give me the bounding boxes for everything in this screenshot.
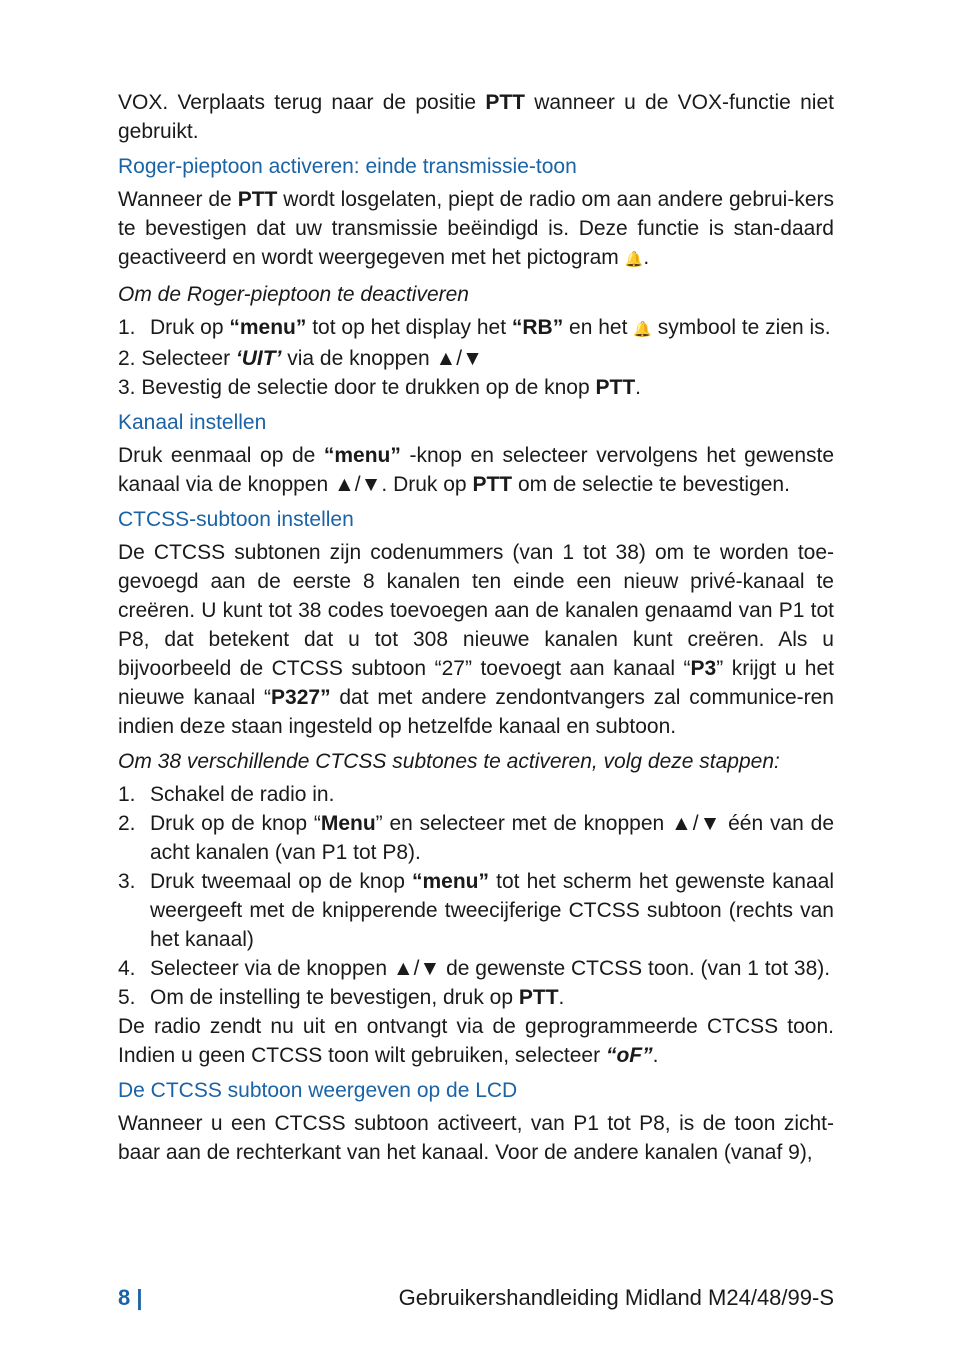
list-text <box>150 983 834 1012</box>
roger-paragraph <box>118 185 834 274</box>
text: Druk op de knop “ <box>150 812 321 835</box>
ctcss-subheading: Om 38 verschillende CTCSS subtones te activeren, volg deze stappen: <box>118 750 780 773</box>
bold-text: P327” <box>271 686 331 709</box>
section-heading-ctcss: CTCSS-subtoon instellen <box>118 508 354 531</box>
section-heading-kanaal: Kanaal instellen <box>118 411 267 434</box>
list-number: 1. <box>118 783 136 806</box>
bold-text: PTT <box>518 986 559 1009</box>
text: ” krijgt u het nieuwe kanaal “ <box>118 657 834 709</box>
intro-paragraph <box>118 88 834 146</box>
list-item <box>118 344 834 373</box>
text: De CTCSS subtonen zijn codenummers (van 1 tot 38) om te worden toe-gevoegd aan de eerste 8 kanalen ten einde een nieuw privé-kanaal te creëren. U kunt tot 38 codes toevoegen aan de kanalen genaamd van P1 tot P8, dat betekent dat u tot 308 nieuwe kanalen kunt creëren. Als u bijvoorbeeld de CTCSS subtoon “27” toevoegt aan kanaal “ <box>118 541 834 680</box>
list-item <box>118 809 834 867</box>
list-number: 3. <box>118 870 136 893</box>
text: Om de instelling te bevestigen, druk op <box>150 986 519 1009</box>
bold-text: “RB” <box>511 316 564 339</box>
bold-text: PTT <box>237 188 278 211</box>
text: De radio zendt nu uit en ontvangt via de geprogrammeerde CTCSS toon. Indien u geen CTCSS toon wilt gebruiken, selecteer <box>118 1015 834 1067</box>
bold-text: P3 <box>690 657 717 680</box>
text: . <box>558 986 565 1009</box>
bold-text: “menu” <box>229 316 307 339</box>
text: tot op het display het <box>306 316 512 339</box>
bell-icon: 🔔 <box>624 251 644 268</box>
list-text: Selecteer via de knoppen ▲/▼ de gewenste CTCSS toon. (van 1 tot 38). <box>150 957 831 980</box>
list-text <box>150 867 834 954</box>
list-number: 4. <box>118 957 136 980</box>
bold-text: PTT <box>595 376 636 399</box>
text: Wanneer de <box>118 188 238 211</box>
text: dat met andere zendontvangers zal communice-ren indien deze staan ingesteld op hetzelfde kanaal en subtoon. <box>118 686 834 738</box>
list-number: 5. <box>118 986 136 1009</box>
section-heading-lcd: De CTCSS subtoon weergeven op de LCD <box>118 1079 518 1102</box>
text: Druk tweemaal op de knop <box>150 870 412 893</box>
list-text: Schakel de radio in. <box>150 783 335 806</box>
page-number: 8 | <box>118 1285 143 1310</box>
text: . <box>635 376 641 399</box>
page-footer <box>118 1283 834 1313</box>
list-number: 1. <box>118 316 136 339</box>
bold-italic-text: ‘UIT’ <box>235 347 282 370</box>
roger-subheading: Om de Roger-pieptoon te deactiveren <box>118 283 469 306</box>
section-heading-roger: Roger-pieptoon activeren: einde transmissie-toon <box>118 155 577 178</box>
text: via de knoppen ▲/▼ <box>281 347 483 370</box>
list-item <box>118 780 834 809</box>
text: 2. Selecteer <box>118 347 236 370</box>
bold-text: “menu” <box>323 444 401 467</box>
list-item <box>118 983 834 1012</box>
text: wordt losgelaten, piept de radio om aan andere gebrui-kers te bevestigen dat uw transmissie beëindigd is. Deze functie is stan-daard geactiveerd en wordt weergegeven met het pictogram <box>118 188 835 269</box>
text: -knop en selecteer vervolgens het gewenste kanaal via de knoppen ▲/▼. Druk op <box>118 444 835 496</box>
list-item <box>118 313 834 344</box>
text: symbool te zien is. <box>651 316 831 339</box>
text: ” en selecteer met de knoppen ▲/▼ één van de acht kanalen (van P1 tot P8). <box>150 812 834 864</box>
text: wanneer u de VOX-functie niet gebruikt. <box>118 91 834 143</box>
list-item <box>118 954 834 983</box>
list-text <box>150 313 834 344</box>
text: . <box>652 1044 659 1067</box>
bell-icon: 🔔 <box>633 321 652 338</box>
text: en het <box>563 316 634 339</box>
kanaal-paragraph <box>118 441 834 499</box>
text: VOX. Verplaats terug naar de positie <box>118 91 486 114</box>
text: . <box>643 246 650 269</box>
bold-text: PTT <box>472 473 513 496</box>
text: 3. Bevestig de selectie door te drukken op de knop <box>118 376 596 399</box>
text: om de selectie te bevestigen. <box>512 473 790 496</box>
ctcss-paragraph <box>118 538 834 741</box>
text: tot het scherm het gewenste kanaal weergeeft met de knipperende tweecijferige CTCSS subtoon (rechts van het kanaal) <box>150 870 834 951</box>
manual-title: Gebruikershandleiding Midland M24/48/99-S <box>398 1285 834 1310</box>
list-number: 2. <box>118 812 136 835</box>
bold-text: PTT <box>485 91 525 114</box>
bold-text: “menu” <box>412 870 490 893</box>
list-item <box>118 867 834 954</box>
text: Druk op <box>150 316 230 339</box>
list-item <box>118 373 834 402</box>
ctcss-after-paragraph <box>118 1012 834 1070</box>
list-text <box>150 809 834 867</box>
bold-text: Menu <box>320 812 376 835</box>
page-content <box>118 88 834 1167</box>
text: Druk eenmaal op de <box>118 444 324 467</box>
lcd-paragraph: Wanneer u een CTCSS subtoon activeert, van P1 tot P8, is de toon zicht-baar aan de rechterkant van het kanaal. Voor de andere kanalen (vanaf 9), <box>118 1112 834 1164</box>
bold-italic-text: “oF” <box>605 1044 653 1067</box>
